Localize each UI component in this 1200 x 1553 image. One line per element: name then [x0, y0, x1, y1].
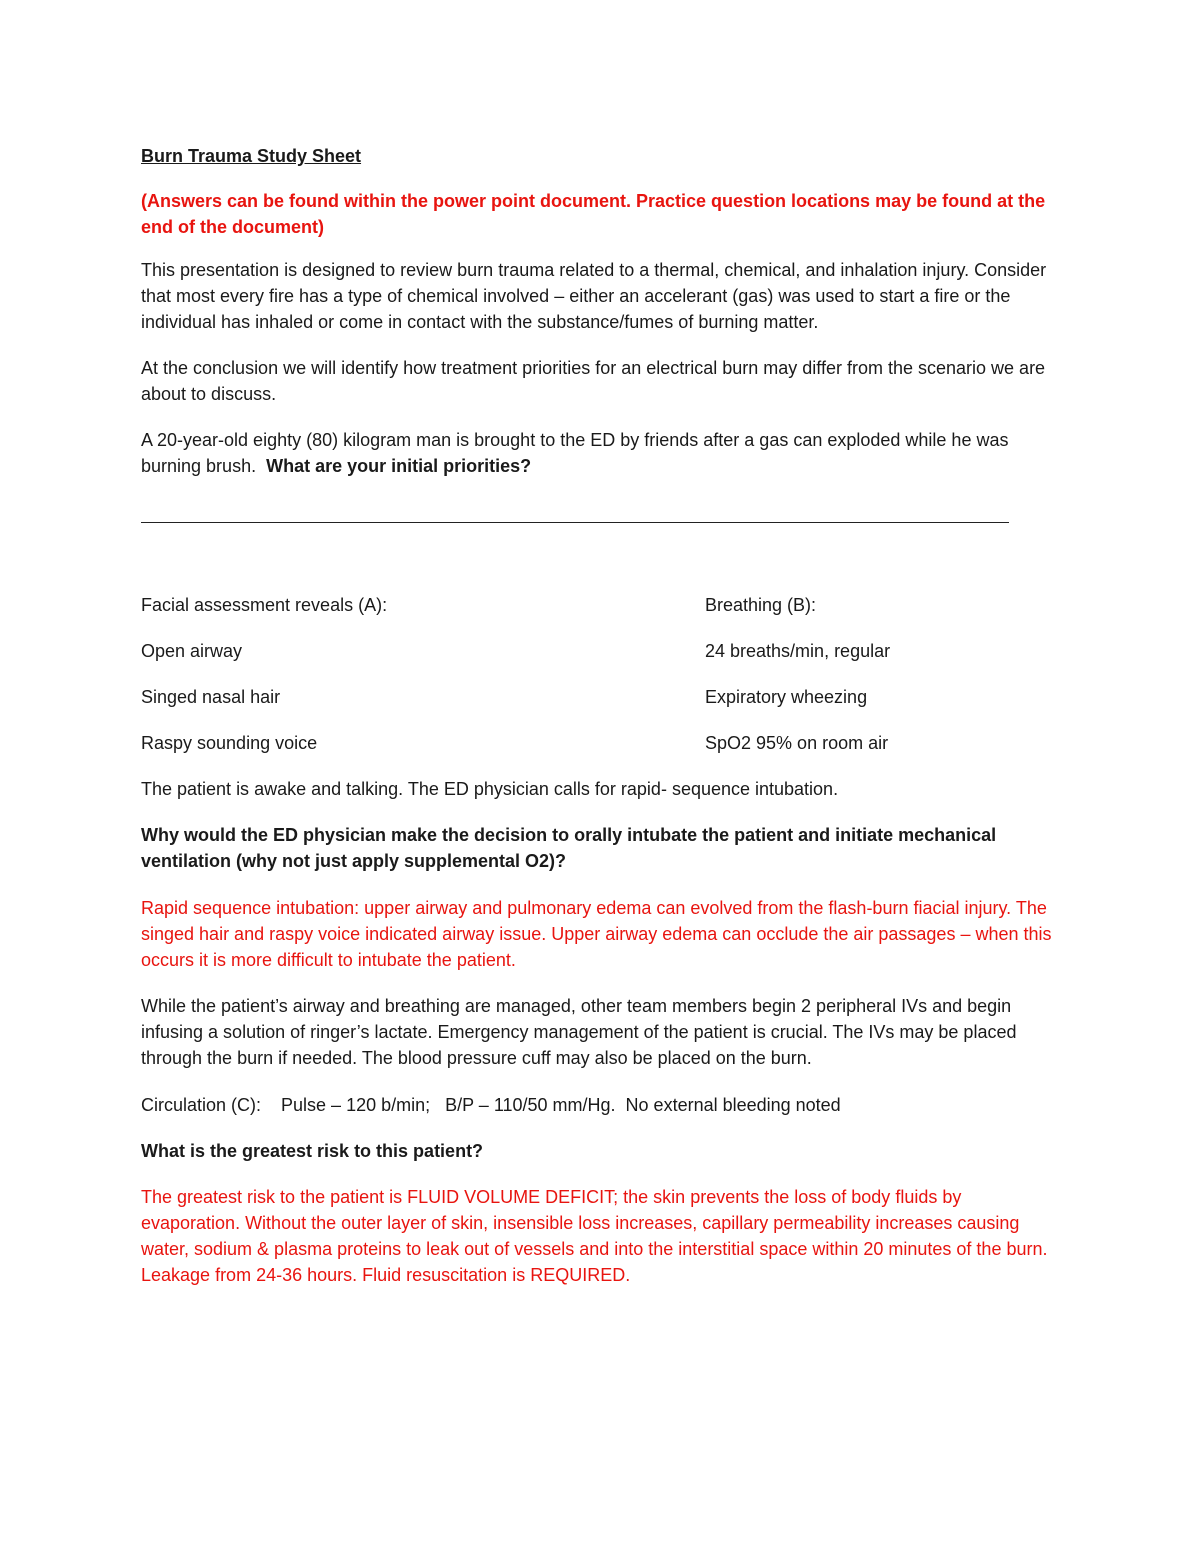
scenario-question: What are your initial priorities? [266, 456, 532, 476]
answer-greatest-risk: The greatest risk to the patient is FLUID VOLUME DEFICIT; the skin prevents the loss of body fluids by evaporation. Without the outer layer of skin, insensible loss increases, capillary permeability increases causing water, sodium & plasma proteins to leak out of vessels and into the interstitial space within 20 minutes of the burn. Leakage from 24-36 hours. Fluid resuscitation is REQUIRED. [141, 1187, 1048, 1285]
answer-line [141, 522, 1009, 523]
page-title: Burn Trauma Study Sheet [141, 146, 362, 166]
answer-intubation: Rapid sequence intubation: upper airway and pulmonary edema can evolved from the flash-burn fiacial injury. The singed hair and raspy voice indicated airway issue. Upper airway edema can occlude the air passages – when this occurs it is more difficult to intubate the patient. [141, 898, 1052, 970]
circulation-line: Circulation (C): Pulse – 120 b/min; B/P – 110/50 mm/Hg. No external bleeding noted [141, 1095, 841, 1115]
patient-status: The patient is awake and talking. The ED physician calls for rapid- sequence intubation. [141, 779, 839, 799]
facial-item: Open airway [141, 641, 243, 661]
breathing-item: Expiratory wheezing [705, 687, 868, 707]
conclusion-paragraph: At the conclusion we will identify how treatment priorities for an electrical burn may differ from the scenario we are about to discuss. [141, 358, 1046, 404]
intro-paragraph: This presentation is designed to review burn trauma related to a thermal, chemical, and inhalation injury. Consider that most every fire has a type of chemical involved – either an accelerant (gas) was used to start a fire or the individual has inhaled or come in contact with the substance/fumes of burning matter. [141, 260, 1047, 332]
breathing-header: Breathing (B): [705, 595, 817, 615]
facial-item: Raspy sounding voice [141, 733, 318, 753]
answers-note: (Answers can be found within the power point document. Practice question locations may be found at the end of the document) [141, 191, 1046, 237]
facial-item: Singed nasal hair [141, 687, 281, 707]
breathing-item: SpO2 95% on room air [705, 733, 889, 753]
question-greatest-risk: What is the greatest risk to this patient? [141, 1141, 484, 1161]
question-intubation: Why would the ED physician make the decision to orally intubate the patient and initiate mechanical ventilation (why not just apply supplemental O2)? [141, 825, 997, 871]
scenario-text: A 20-year-old eighty (80) kilogram man is brought to the ED by friends after a gas can exploded while he was burning brush. [141, 430, 1009, 476]
breathing-item: 24 breaths/min, regular [705, 641, 891, 661]
scenario-paragraph [141, 427, 1061, 479]
facial-assessment-header: Facial assessment reveals (A): [141, 595, 388, 615]
management-paragraph: While the patient’s airway and breathing are managed, other team members begin 2 peripheral IVs and begin infusing a solution of ringer’s lactate. Emergency management of the patient is crucial. The IVs may be placed through the burn if needed. The blood pressure cuff may also be placed on the burn. [141, 996, 1017, 1068]
